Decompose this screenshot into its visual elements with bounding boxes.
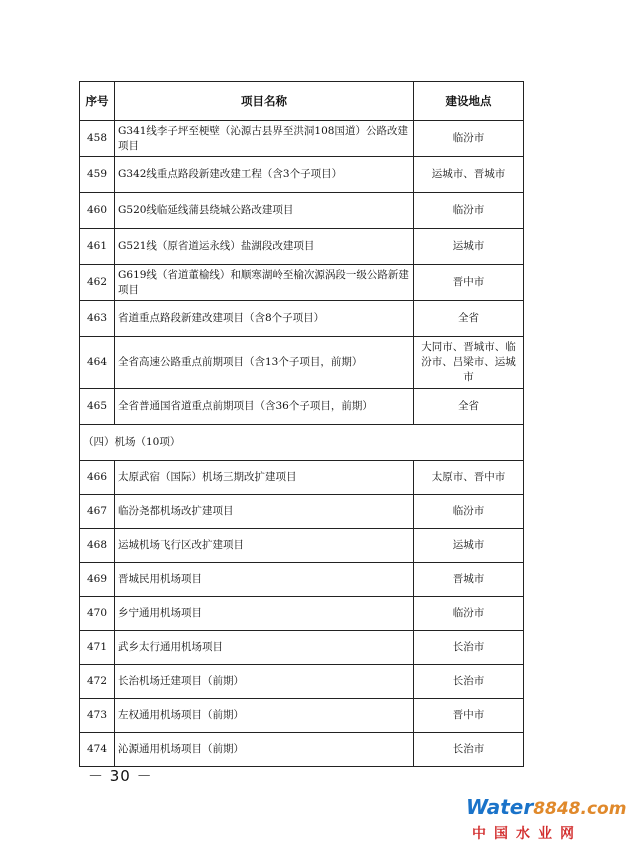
project-location: 长治市: [414, 733, 524, 767]
row-number: 472: [80, 665, 115, 699]
table-row: [80, 157, 524, 193]
table-row: [80, 733, 524, 767]
project-name: G342线重点路段新建改建工程（含3个子项目）: [115, 157, 414, 193]
project-location: 太原市、晋中市: [414, 461, 524, 495]
watermark-brand-c: .com: [580, 799, 626, 819]
project-name: 晋城民用机场项目: [115, 563, 414, 597]
row-number: 460: [80, 193, 115, 229]
project-location: 全省: [414, 301, 524, 337]
project-name: G520线临延线蒲县绕城公路改建项目: [115, 193, 414, 229]
project-location: 临汾市: [414, 193, 524, 229]
table-row: [80, 631, 524, 665]
row-number: 462: [80, 265, 115, 301]
table-row: [80, 193, 524, 229]
watermark-brand-b: 8848: [533, 799, 581, 819]
project-name: G521线（原省道运永线）盐湖段改建项目: [115, 229, 414, 265]
project-name: 沁源通用机场项目（前期）: [115, 733, 414, 767]
row-number: 470: [80, 597, 115, 631]
project-location: 晋中市: [414, 265, 524, 301]
table-row: [80, 121, 524, 157]
row-number: 471: [80, 631, 115, 665]
project-name: 全省高速公路重点前期项目（含13个子项目，前期）: [115, 337, 414, 389]
project-location: 运城市: [414, 529, 524, 563]
table-row: [80, 597, 524, 631]
project-location: 运城市: [414, 229, 524, 265]
project-name: 太原武宿（国际）机场三期改扩建项目: [115, 461, 414, 495]
project-name: G341线李子坪至梗壁（沁源古县界至洪洞108国道）公路改建项目: [115, 121, 414, 157]
project-name: 乡宁通用机场项目: [115, 597, 414, 631]
row-number: 465: [80, 389, 115, 425]
table-row: [80, 495, 524, 529]
project-location: 全省: [414, 389, 524, 425]
table-row: [80, 461, 524, 495]
table-body: [80, 121, 524, 767]
project-name: 长治机场迁建项目（前期）: [115, 665, 414, 699]
row-number: 464: [80, 337, 115, 389]
table-row: [80, 301, 524, 337]
table-row: [80, 529, 524, 563]
project-location: 晋城市: [414, 563, 524, 597]
table-row: [80, 389, 524, 425]
table-row: [80, 229, 524, 265]
row-number: 466: [80, 461, 115, 495]
row-number: 473: [80, 699, 115, 733]
section-heading: （四）机场（10项）: [80, 425, 524, 461]
project-location: 临汾市: [414, 597, 524, 631]
watermark-brand: [466, 795, 626, 820]
project-name: 武乡太行通用机场项目: [115, 631, 414, 665]
row-number: 461: [80, 229, 115, 265]
project-table: [79, 81, 524, 767]
project-name: 运城机场飞行区改扩建项目: [115, 529, 414, 563]
header-no: 序号: [80, 82, 115, 121]
table-row: [80, 563, 524, 597]
row-number: 459: [80, 157, 115, 193]
section-row: [80, 425, 524, 461]
row-number: 463: [80, 301, 115, 337]
project-location: 长治市: [414, 665, 524, 699]
watermark-logo: [466, 795, 626, 843]
watermark-subtitle: 中国水业网: [472, 826, 582, 842]
header-location: 建设地点: [414, 82, 524, 121]
table-row: [80, 337, 524, 389]
table-header-row: [80, 82, 524, 121]
project-location: 大同市、晋城市、临汾市、吕梁市、运城市: [414, 337, 524, 389]
project-location: 临汾市: [414, 121, 524, 157]
project-name: 左权通用机场项目（前期）: [115, 699, 414, 733]
project-location: 运城市、晋城市: [414, 157, 524, 193]
project-location: 临汾市: [414, 495, 524, 529]
project-name: G619线（省道董榆线）和顺寒湖岭至榆次源涡段一级公路新建项目: [115, 265, 414, 301]
header-name: 项目名称: [115, 82, 414, 121]
watermark-brand-a: Water: [466, 795, 534, 819]
project-name: 省道重点路段新建改建项目（含8个子项目）: [115, 301, 414, 337]
table-row: [80, 265, 524, 301]
project-location: 晋中市: [414, 699, 524, 733]
row-number: 468: [80, 529, 115, 563]
project-location: 长治市: [414, 631, 524, 665]
project-name: 临汾尧都机场改扩建项目: [115, 495, 414, 529]
table-row: [80, 665, 524, 699]
row-number: 469: [80, 563, 115, 597]
row-number: 474: [80, 733, 115, 767]
table-row: [80, 699, 524, 733]
project-name: 全省普通国省道重点前期项目（含36个子项目，前期）: [115, 389, 414, 425]
row-number: 458: [80, 121, 115, 157]
row-number: 467: [80, 495, 115, 529]
page-number: － 30 －: [88, 767, 153, 785]
